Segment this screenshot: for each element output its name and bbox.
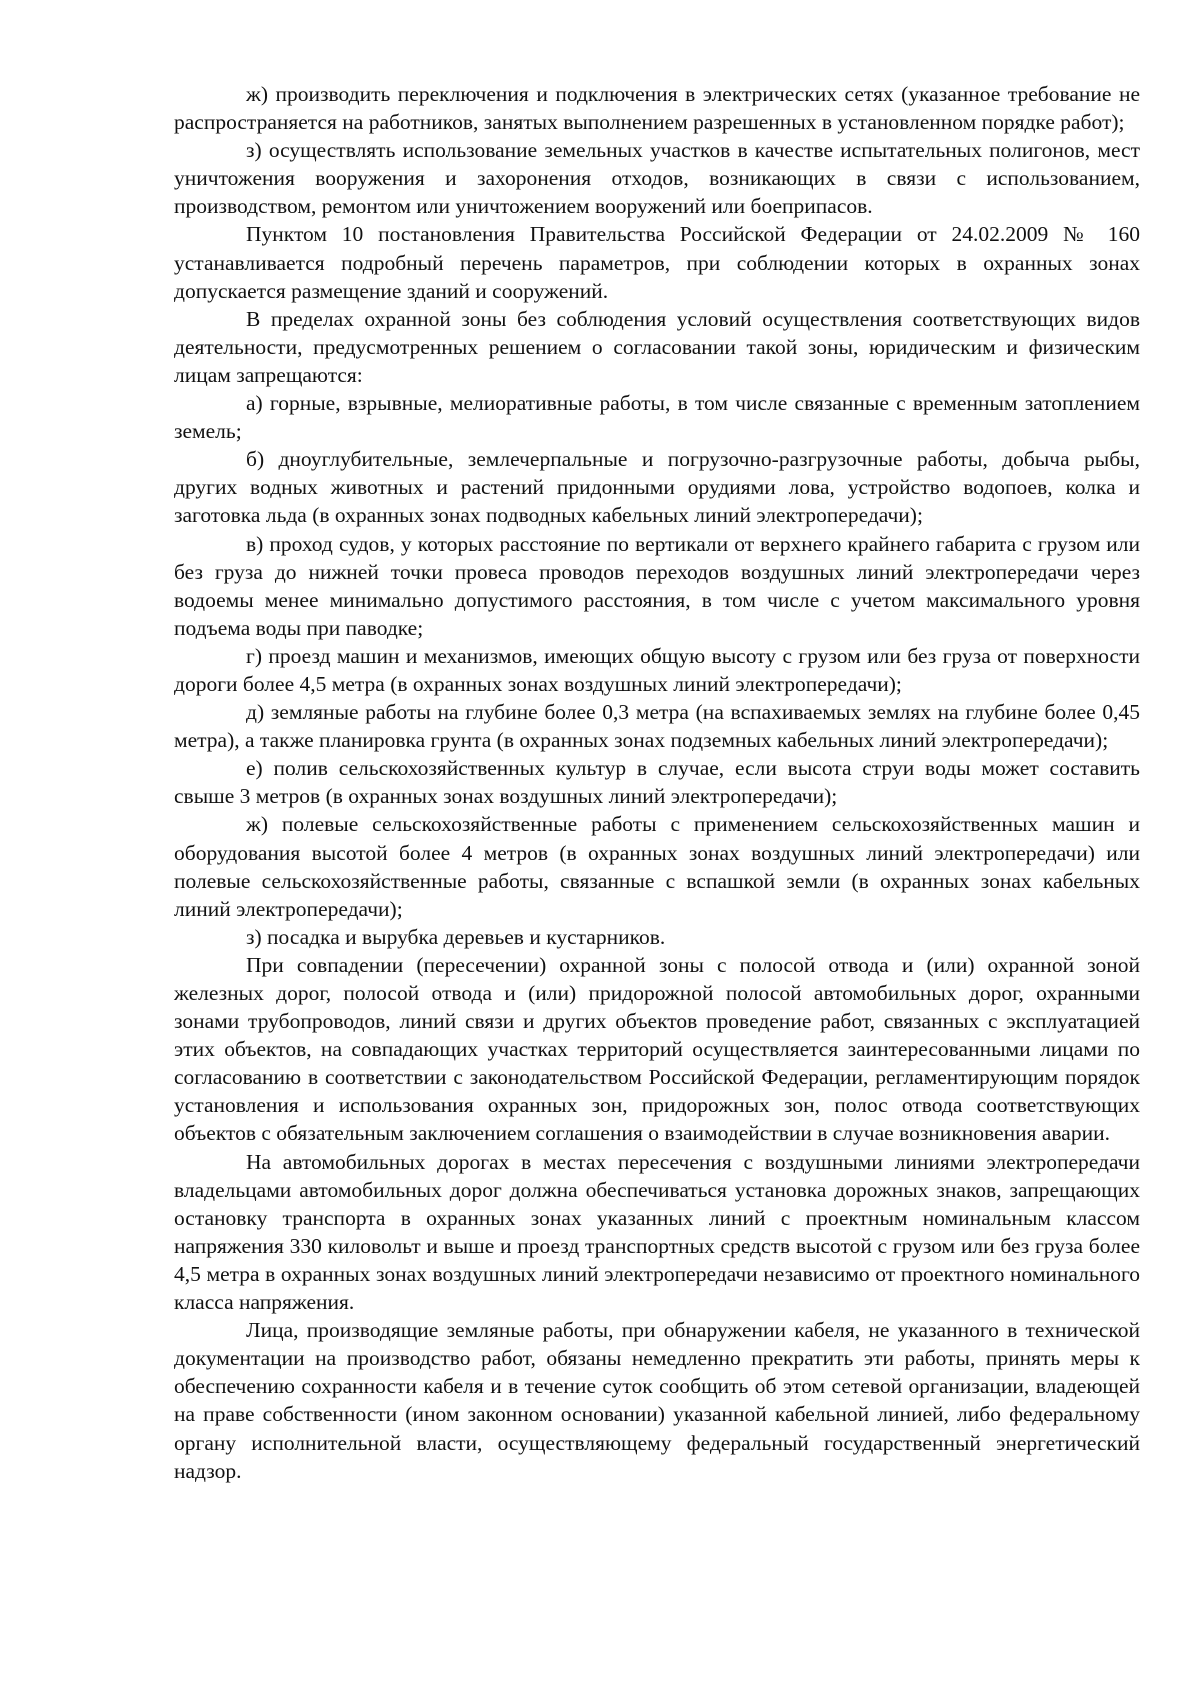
paragraph-land-use-prohibition: з) осуществлять использование земельных участков в качестве испытательных полигонов, мест уничтожения вооружения и захоронения отходов, возникающих в связи с использованием, производством, ремонтом или уничтожением вооружений или боеприпасов. <box>174 138 1140 219</box>
paragraph-switching-prohibition: ж) производить переключения и подключения в электрических сетях (указанное требование не распространяется на работников, занятых выполнением разрешенных в установленном порядке работ); <box>174 82 1140 135</box>
paragraph-item-b: б) дноуглубительные, землечерпальные и погрузочно-разгрузочные работы, добыча рыбы, других водных животных и растений придонными орудиями лова, устройство водопоев, колка и заготовка льда (в охранных зонах подводных кабельных линий электропередачи); <box>174 447 1140 528</box>
paragraph-item-zh: ж) полевые сельскохозяйственные работы с применением сельскохозяйственных машин и оборудования высотой более 4 метров (в охранных зонах воздушных линий электропередачи) или полевые сельскохозяйственные работы, связанные с вспашкой земли (в охранных зонах кабельных линий электропередачи); <box>174 812 1140 921</box>
document-page <box>174 80 1140 1485</box>
paragraph-item-e: е) полив сельскохозяйственных культур в случае, если высота струи воды может составить свыше 3 метров (в охранных зонах воздушных линий электропередачи); <box>174 756 1140 809</box>
paragraph-government-decree: Пунктом 10 постановления Правительства Российской Федерации от 24.02.2009 № 160 устанавливается подробный перечень параметров, при соблюдении которых в охранных зонах допускается размещение зданий и сооружений. <box>174 222 1140 303</box>
paragraph-item-v: в) проход судов, у которых расстояние по вертикали от верхнего крайнего габарита с грузом или без груза до нижней точки провеса проводов переходов воздушных линий электропередачи через водоемы менее минимально допустимого расстояния, в том числе с учетом максимального уровня подъема воды при паводке; <box>174 531 1140 640</box>
paragraph-item-d: д) земляные работы на глубине более 0,3 метра (на вспахиваемых землях на глубине более 0,45 метра), а также планировка грунта (в охранных зонах подземных кабельных линий электропередачи); <box>174 700 1140 753</box>
paragraph-item-a: а) горные, взрывные, мелиоративные работы, в том числе связанные с временным затоплением земель; <box>174 391 1140 444</box>
paragraph-protected-zone-intro: В пределах охранной зоны без соблюдения условий осуществления соответствующих видов деятельности, предусмотренных решением о согласовании такой зоны, юридическим и физическим лицам запрещаются: <box>174 306 1140 387</box>
paragraph-item-z: з) посадка и вырубка деревьев и кустарников. <box>246 924 666 949</box>
paragraph-item-g: г) проезд машин и механизмов, имеющих общую высоту с грузом или без груза от поверхности дороги более 4,5 метра (в охранных зонах воздушных линий электропередачи); <box>174 643 1140 696</box>
paragraph-zone-intersection: При совпадении (пересечении) охранной зоны с полосой отвода и (или) охранной зоной железных дорог, полосой отвода и (или) придорожной полосой автомобильных дорог, охранными зонами трубопроводов, линий связи и других объектов проведение работ, связанных с эксплуатацией этих объектов, на совпадающих участках территорий осуществляется заинтересованными лицами по согласованию в соответствии с законодательством Российской Федерации, регламентирующим порядок установления и использования охранных зон, придорожных зон, полос отвода соответствующих объектов с обязательным заключением соглашения о взаимодействии в случае возникновения аварии. <box>174 952 1140 1146</box>
paragraph-cable-discovery: Лица, производящие земляные работы, при обнаружении кабеля, не указанного в технической документации на производство работ, обязаны немедленно прекратить эти работы, принять меры к обеспечению сохранности кабеля и в течение суток сообщить об этом сетевой организации, владеющей на праве собственности (ином законном основании) указанной кабельной линией, либо федеральному органу исполнительной власти, осуществляющему федеральный государственный энергетический надзор. <box>174 1318 1140 1483</box>
paragraph-road-crossings: На автомобильных дорогах в местах пересечения с воздушными линиями электропередачи владельцами автомобильных дорог должна обеспечиваться установка дорожных знаков, запрещающих остановку транспорта в охранных зонах указанных линий с проектным номинальным классом напряжения 330 киловольт и выше и проезд транспортных средств высотой с грузом или без груза более 4,5 метра в охранных зонах воздушных линий электропередачи независимо от проектного номинального класса напряжения. <box>174 1149 1140 1315</box>
